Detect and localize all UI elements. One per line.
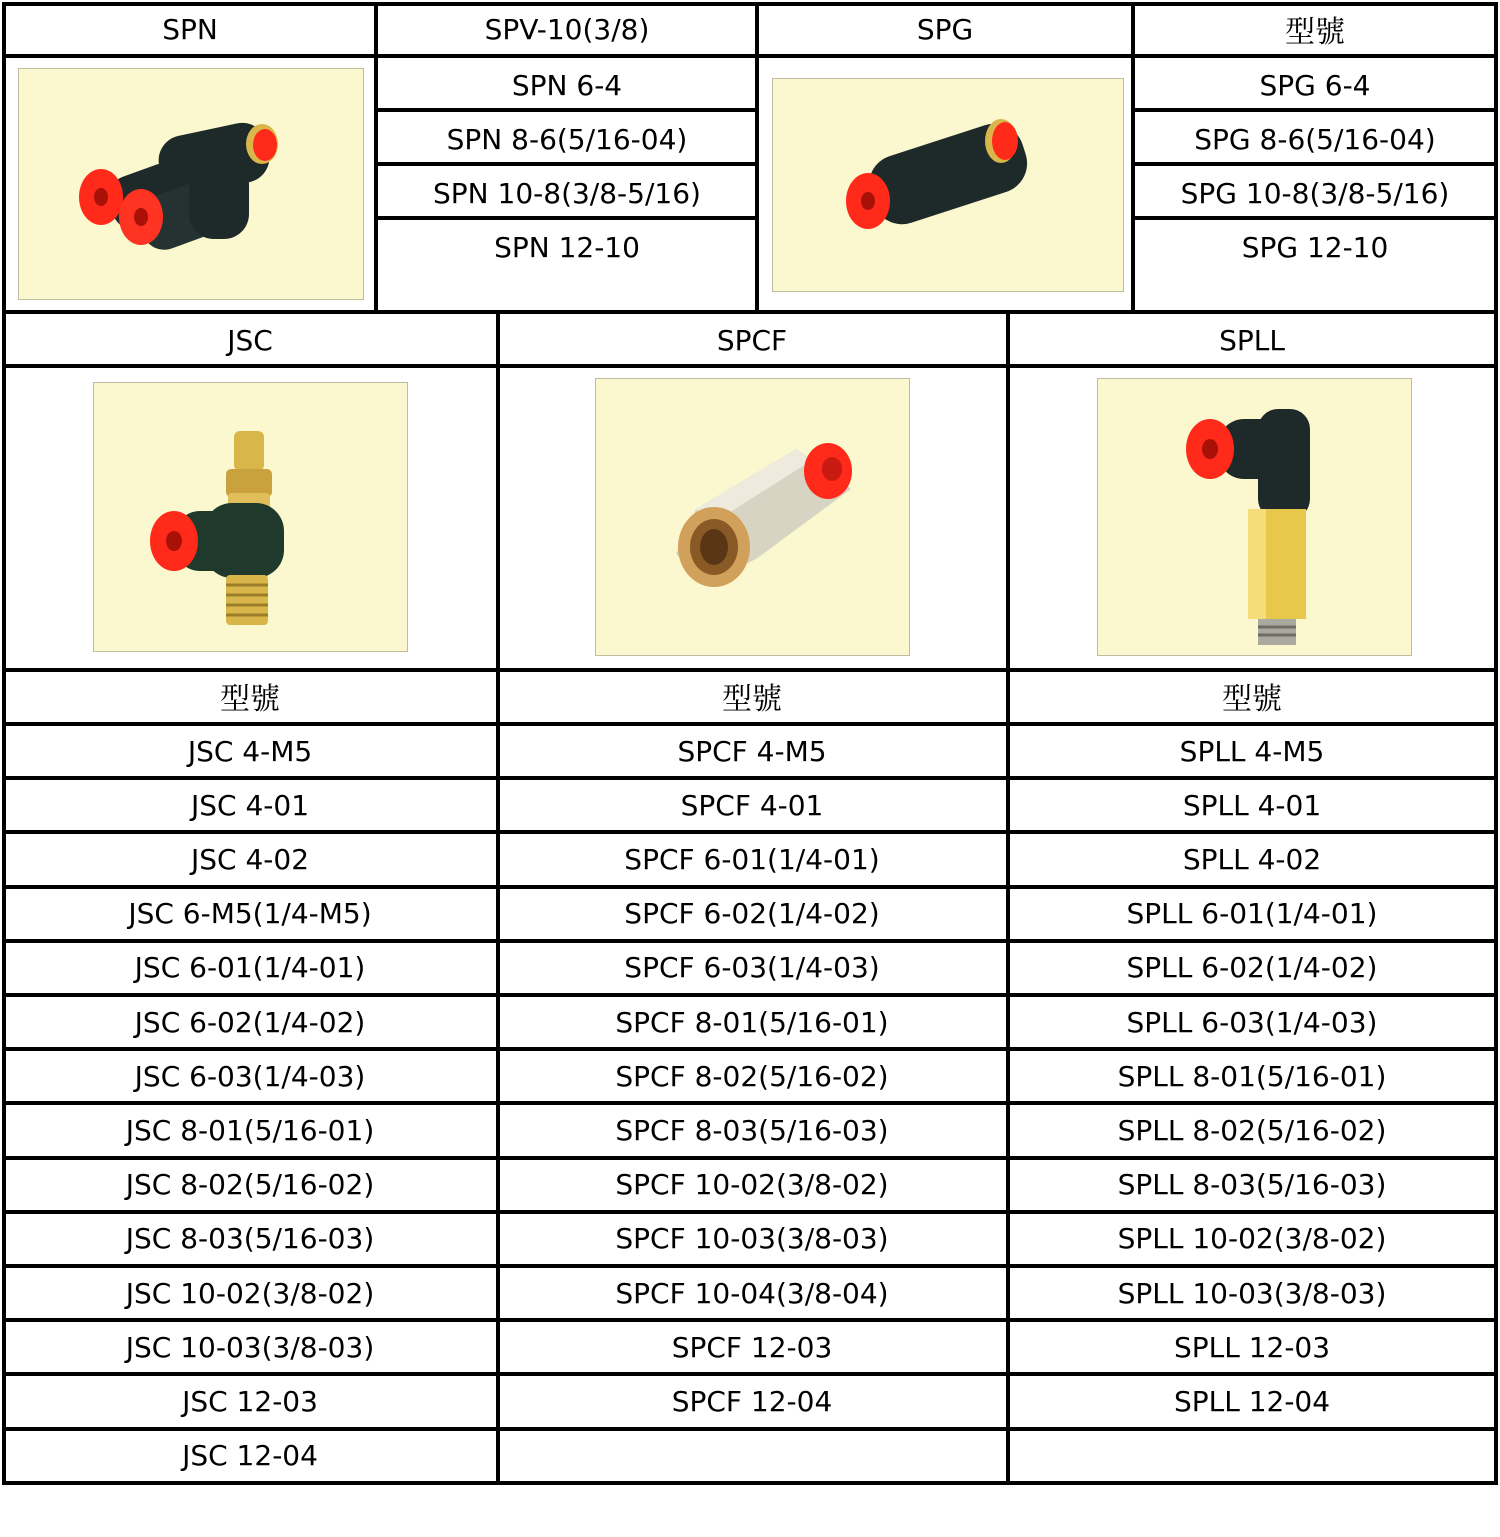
- header-spn: SPN: [162, 12, 218, 46]
- spn-model-1: SPN 6-4: [511, 68, 623, 102]
- spg-model-3: SPG 10-8(3/8-5/16): [1180, 176, 1450, 210]
- grid-line: [2, 54, 1498, 58]
- spn-photo: [18, 68, 364, 300]
- spll-model-cell: SPLL 8-02(5/16-02): [1117, 1113, 1387, 1147]
- grid-line: [2, 2, 1498, 6]
- grid-line: [1006, 310, 1010, 1485]
- grid-line: [496, 310, 500, 1485]
- spn-model-3: SPN 10-8(3/8-5/16): [433, 176, 701, 210]
- spcf-model-cell: SPCF 12-03: [671, 1330, 833, 1364]
- grid-line: [2, 776, 1498, 780]
- spll-model-cell: SPLL 6-02(1/4-02): [1126, 951, 1378, 985]
- jsc-model-cell: JSC 12-03: [182, 1384, 318, 1418]
- spcf-model-cell: SPCF 12-04: [671, 1384, 833, 1418]
- grid-line: [2, 1047, 1498, 1051]
- grid-line: [376, 216, 758, 220]
- spcf-model-cell: SPCF 8-01(5/16-01): [615, 1005, 889, 1039]
- grid-line: [1494, 2, 1498, 312]
- jsc-model-cell: JSC 4-02: [190, 842, 310, 876]
- spll-model-cell: SPLL 4-02: [1182, 842, 1322, 876]
- spcf-model-cell: [498, 1431, 1006, 1481]
- grid-line: [2, 668, 1498, 672]
- spcf-model-cell: SPCF 6-02(1/4-02): [624, 897, 880, 931]
- header-spcf: SPCF: [716, 323, 788, 357]
- header-spll: SPLL: [1219, 323, 1285, 357]
- jsc-model-cell: JSC 4-01: [190, 788, 310, 822]
- grid-line: [2, 1210, 1498, 1214]
- spll-model-cell: SPLL 4-M5: [1179, 734, 1325, 768]
- jsc-photo: [93, 382, 408, 652]
- grid-line: [1132, 162, 1498, 166]
- spcf-model-cell: SPCF 8-03(5/16-03): [615, 1113, 889, 1147]
- jsc-model-cell: JSC 6-03(1/4-03): [134, 1059, 366, 1093]
- spg-photo: [772, 78, 1124, 292]
- grid-line: [755, 2, 759, 312]
- grid-line: [2, 722, 1498, 726]
- jsc-model-cell: JSC 6-01(1/4-01): [134, 951, 366, 985]
- spcf-model-cell: SPCF 10-02(3/8-02): [615, 1168, 889, 1202]
- spcf-photo: [595, 378, 910, 656]
- jsc-model-cell: JSC 8-02(5/16-02): [125, 1168, 375, 1202]
- grid-line: [2, 993, 1498, 997]
- spll-model-cell: SPLL 10-03(3/8-03): [1117, 1276, 1387, 1310]
- grid-line: [2, 364, 1498, 368]
- grid-line: [376, 108, 758, 112]
- grid-line: [2, 1481, 1498, 1485]
- grid-line: [2, 2, 6, 312]
- spg-model-1: SPG 6-4: [1259, 68, 1371, 102]
- grid-line: [2, 939, 1498, 943]
- spll-model-cell: SPLL 6-03(1/4-03): [1126, 1005, 1378, 1039]
- spcf-model-label: 型號: [722, 682, 782, 717]
- spcf-model-cell: SPCF 10-03(3/8-03): [615, 1222, 889, 1256]
- spll-model-cell: SPLL 12-04: [1173, 1384, 1331, 1418]
- header-spv: SPV-10(3/8): [484, 12, 650, 46]
- jsc-model-cell: JSC 4-M5: [187, 734, 313, 768]
- jsc-model-cell: JSC 12-04: [182, 1439, 318, 1473]
- grid-line: [2, 1372, 1498, 1376]
- header-jsc: JSC: [227, 323, 273, 357]
- spll-model-cell: SPLL 12-03: [1173, 1330, 1331, 1364]
- spn-model-2: SPN 8-6(5/16-04): [446, 122, 688, 156]
- spll-photo: [1097, 378, 1412, 656]
- spcf-model-cell: SPCF 6-01(1/4-01): [624, 842, 880, 876]
- spcf-model-cell: SPCF 4-M5: [677, 734, 827, 768]
- grid-line: [2, 310, 6, 1485]
- header-model-label: 型號: [1285, 15, 1345, 50]
- top-table: [0, 0, 1500, 312]
- spcf-model-cell: SPCF 6-03(1/4-03): [624, 951, 880, 985]
- spn-y-fitting-image: [19, 69, 363, 299]
- spcf-model-cell: SPCF 10-04(3/8-04): [615, 1276, 889, 1310]
- spll-model-label: 型號: [1222, 682, 1282, 717]
- grid-line: [2, 885, 1498, 889]
- grid-line: [1494, 310, 1498, 1485]
- jsc-model-cell: JSC 6-M5(1/4-M5): [128, 897, 372, 931]
- spcf-female-connector-image: [596, 379, 909, 655]
- spll-model-cell: SPLL 6-01(1/4-01): [1126, 897, 1378, 931]
- grid-line: [374, 2, 378, 312]
- spll-model-cell: SPLL 10-02(3/8-02): [1117, 1222, 1387, 1256]
- grid-line: [2, 1101, 1498, 1105]
- spcf-model-cell: SPCF 8-02(5/16-02): [615, 1059, 889, 1093]
- grid-line: [1132, 216, 1498, 220]
- spll-model-cell: SPLL 8-01(5/16-01): [1117, 1059, 1387, 1093]
- grid-line: [2, 1264, 1498, 1268]
- spn-model-4: SPN 12-10: [494, 230, 640, 264]
- spll-elbow-image: [1098, 379, 1411, 655]
- jsc-model-cell: JSC 6-02(1/4-02): [134, 1005, 366, 1039]
- jsc-model-cell: JSC 8-01(5/16-01): [125, 1113, 375, 1147]
- spll-model-cell: [1008, 1431, 1496, 1481]
- grid-line: [2, 830, 1498, 834]
- jsc-model-cell: JSC 8-03(5/16-03): [125, 1222, 375, 1256]
- spg-model-2: SPG 8-6(5/16-04): [1194, 122, 1436, 156]
- spcf-model-cell: SPCF 4-01: [680, 788, 824, 822]
- spg-reducer-image: [773, 79, 1123, 291]
- jsc-model-cell: JSC 10-02(3/8-02): [125, 1276, 375, 1310]
- grid-line: [1132, 108, 1498, 112]
- spll-model-cell: SPLL 8-03(5/16-03): [1117, 1168, 1387, 1202]
- grid-line: [1131, 2, 1135, 312]
- jsc-speed-controller-image: [94, 383, 407, 651]
- jsc-model-label: 型號: [220, 682, 280, 717]
- grid-line: [2, 310, 1498, 314]
- jsc-model-cell: JSC 10-03(3/8-03): [125, 1330, 375, 1364]
- grid-line: [2, 1156, 1498, 1160]
- grid-line: [2, 1427, 1498, 1431]
- grid-line: [376, 162, 758, 166]
- spll-model-cell: SPLL 4-01: [1182, 788, 1322, 822]
- header-spg: SPG: [916, 12, 974, 46]
- grid-line: [2, 1318, 1498, 1322]
- spg-model-4: SPG 12-10: [1241, 230, 1389, 264]
